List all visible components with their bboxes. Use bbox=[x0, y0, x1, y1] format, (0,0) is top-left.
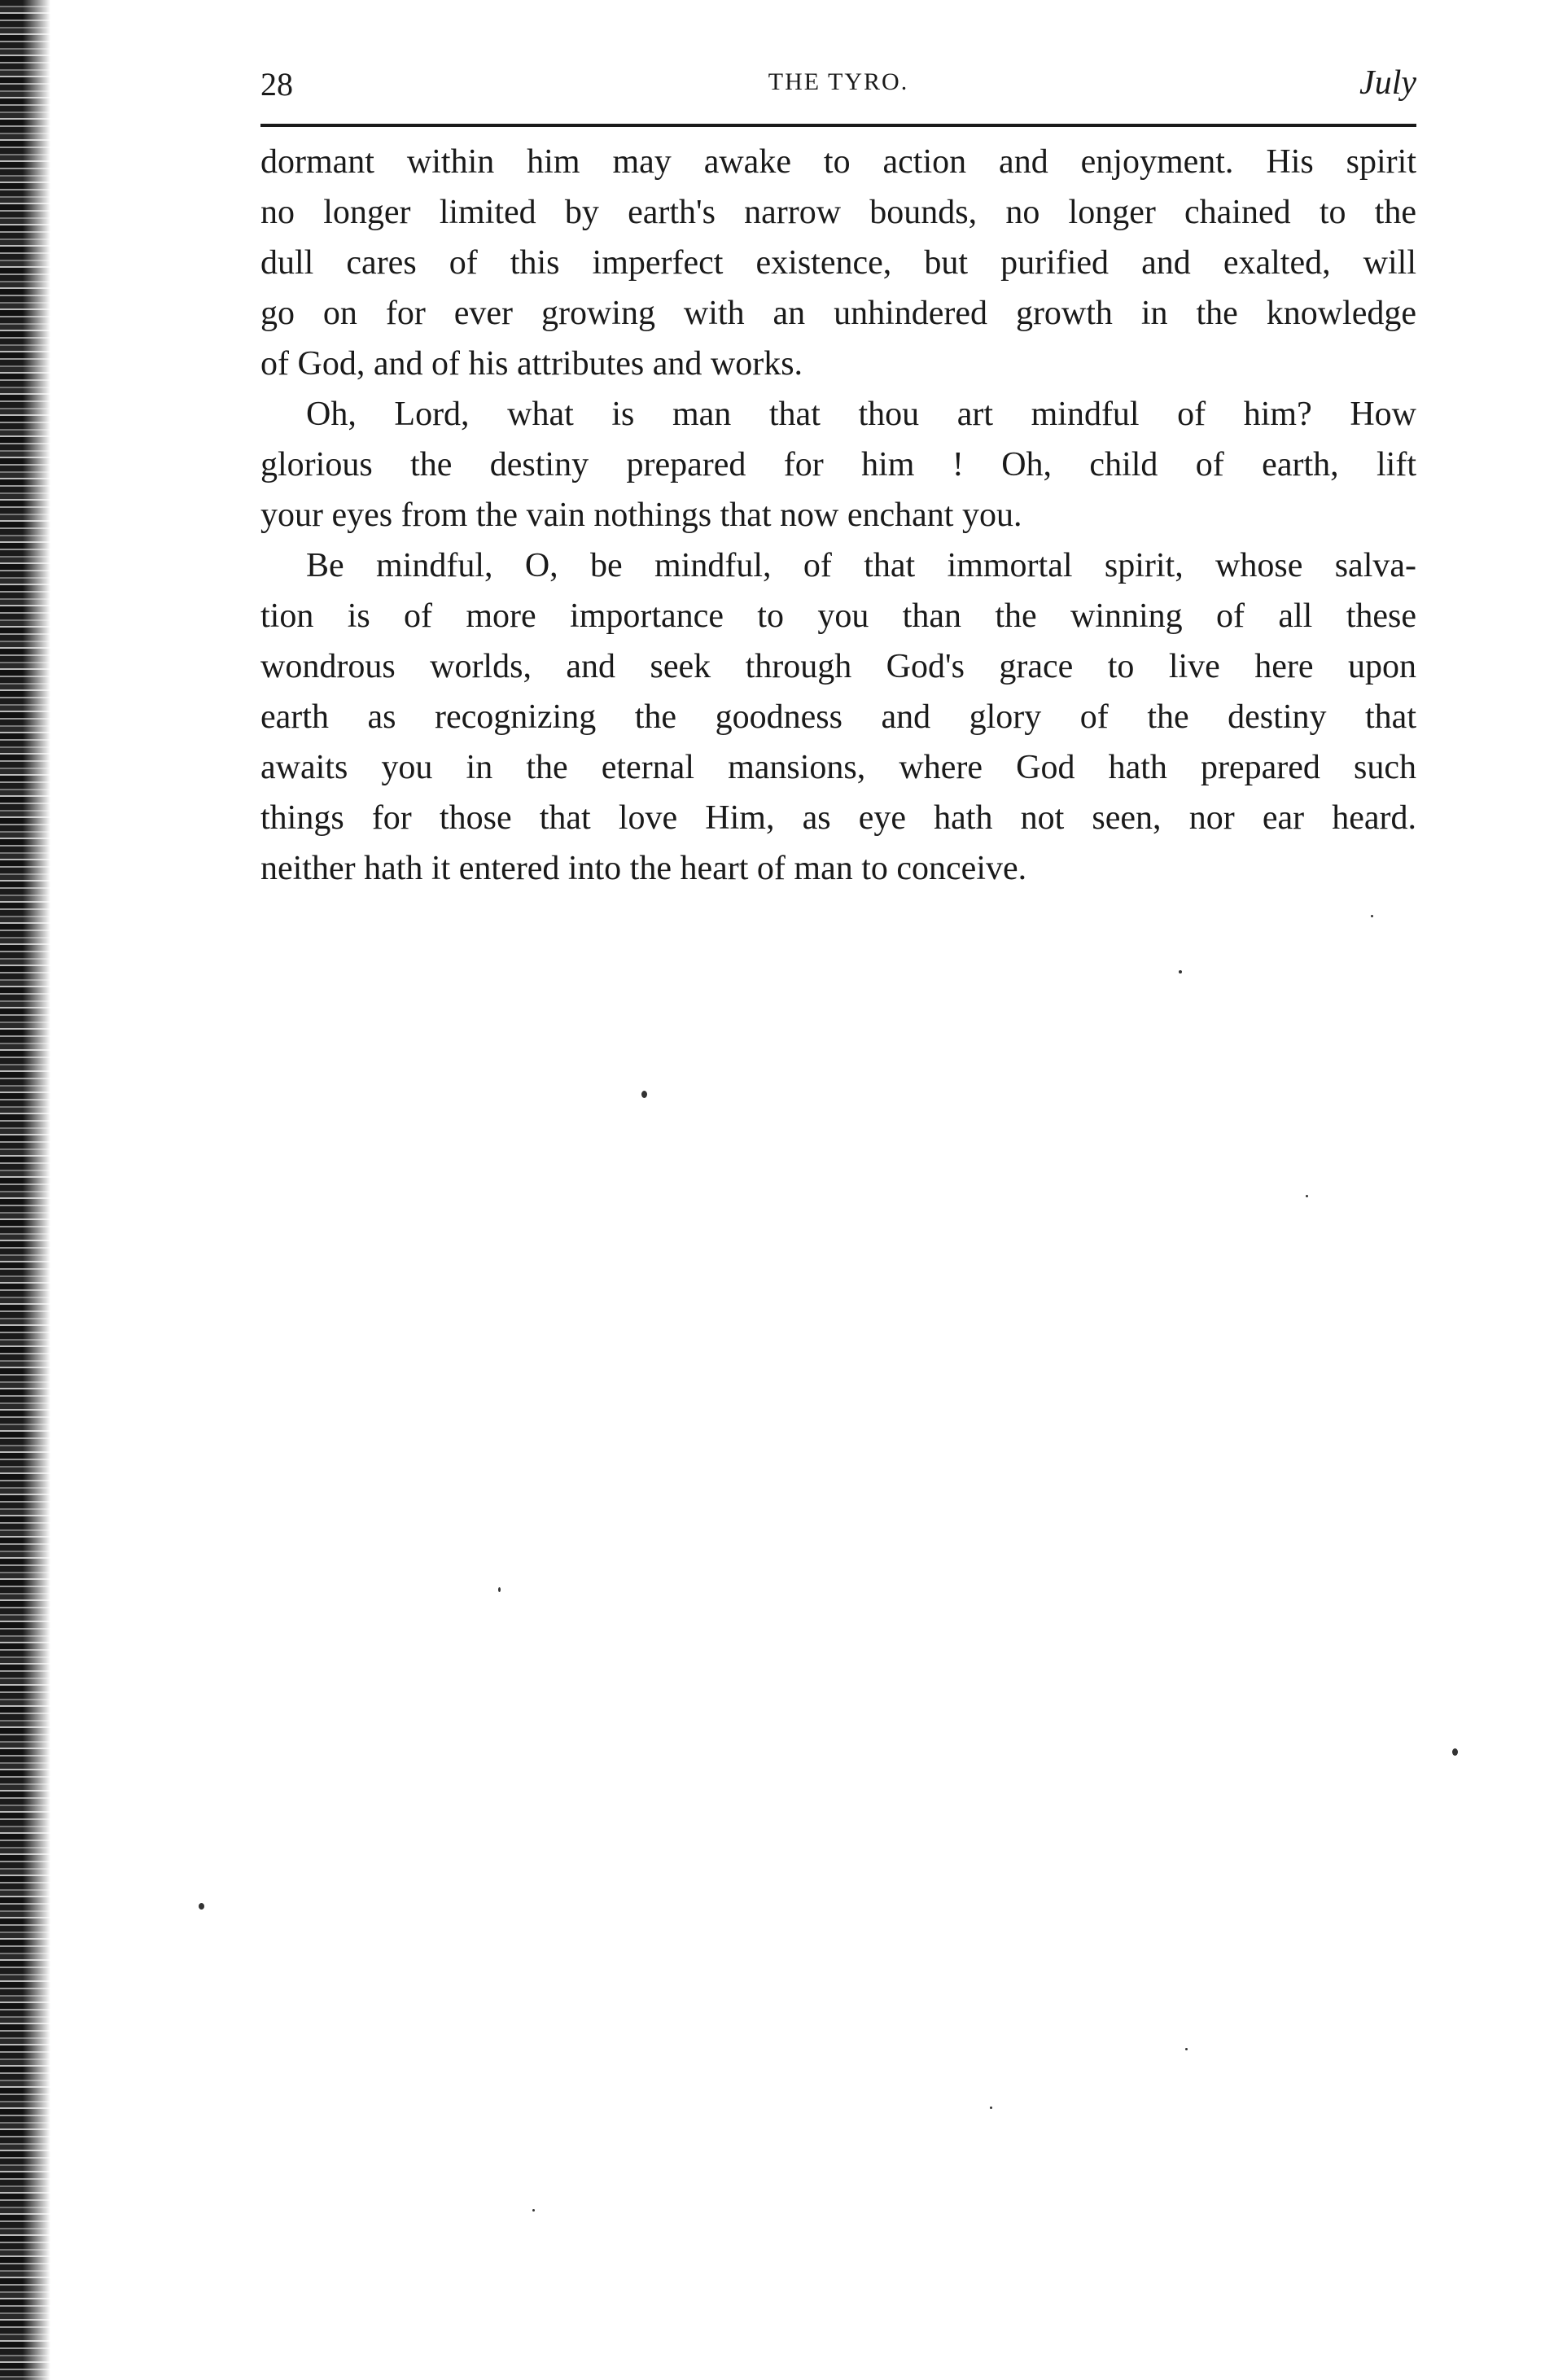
text-line: tion is of more importance to you than the winning of all these bbox=[260, 597, 1416, 635]
scan-speck bbox=[199, 1903, 204, 1910]
text-line: earth as recognizing the goodness and glory of the destiny that bbox=[260, 698, 1416, 736]
scan-speck bbox=[1306, 1195, 1308, 1197]
text-line: go on for ever growing with an unhindered growth in the knowledge bbox=[260, 295, 1416, 332]
text-line: no longer limited by earth's narrow bounds, no longer chained to the bbox=[260, 194, 1416, 231]
scan-speck bbox=[532, 2209, 535, 2212]
text-line: Be mindful, O, be mindful, of that immortal spirit, whose salva- bbox=[306, 547, 1416, 584]
scan-speck bbox=[641, 1091, 647, 1098]
header-month: July bbox=[1359, 64, 1416, 102]
body-text bbox=[260, 137, 1416, 894]
text-line: dull cares of this imperfect existence, but purified and exalted, will bbox=[260, 244, 1416, 282]
text-line: your eyes from the vain nothings that now enchant you. bbox=[260, 497, 1022, 534]
text-line: wondrous worlds, and seek through God's grace to live here upon bbox=[260, 648, 1416, 685]
text-line: dormant within him may awake to action and enjoyment. His spirit bbox=[260, 143, 1416, 181]
text-line: glorious the destiny prepared for him ! Oh, child of earth, lift bbox=[260, 446, 1416, 483]
text-line: things for those that love Him, as eye hath not seen, nor ear heard. bbox=[260, 799, 1416, 837]
scan-speck bbox=[990, 2107, 992, 2109]
scan-speck bbox=[1371, 915, 1373, 917]
scan-speck bbox=[1185, 2048, 1188, 2050]
scan-speck bbox=[1179, 970, 1182, 973]
page-header bbox=[260, 57, 1416, 114]
page-number: 28 bbox=[260, 66, 293, 103]
header-rule bbox=[260, 124, 1416, 127]
text-line: Oh, Lord, what is man that thou art mindful of him? How bbox=[306, 396, 1416, 433]
book-binding-edge bbox=[0, 0, 50, 2380]
text-line: neither hath it entered into the heart of man to conceive. bbox=[260, 850, 1027, 887]
text-line: awaits you in the eternal mansions, where God hath prepared such bbox=[260, 749, 1416, 786]
scan-speck bbox=[498, 1587, 501, 1592]
text-line: of God, and of his attributes and works. bbox=[260, 345, 803, 383]
running-title: THE TYRO. bbox=[768, 68, 909, 95]
scan-speck bbox=[1452, 1748, 1458, 1756]
